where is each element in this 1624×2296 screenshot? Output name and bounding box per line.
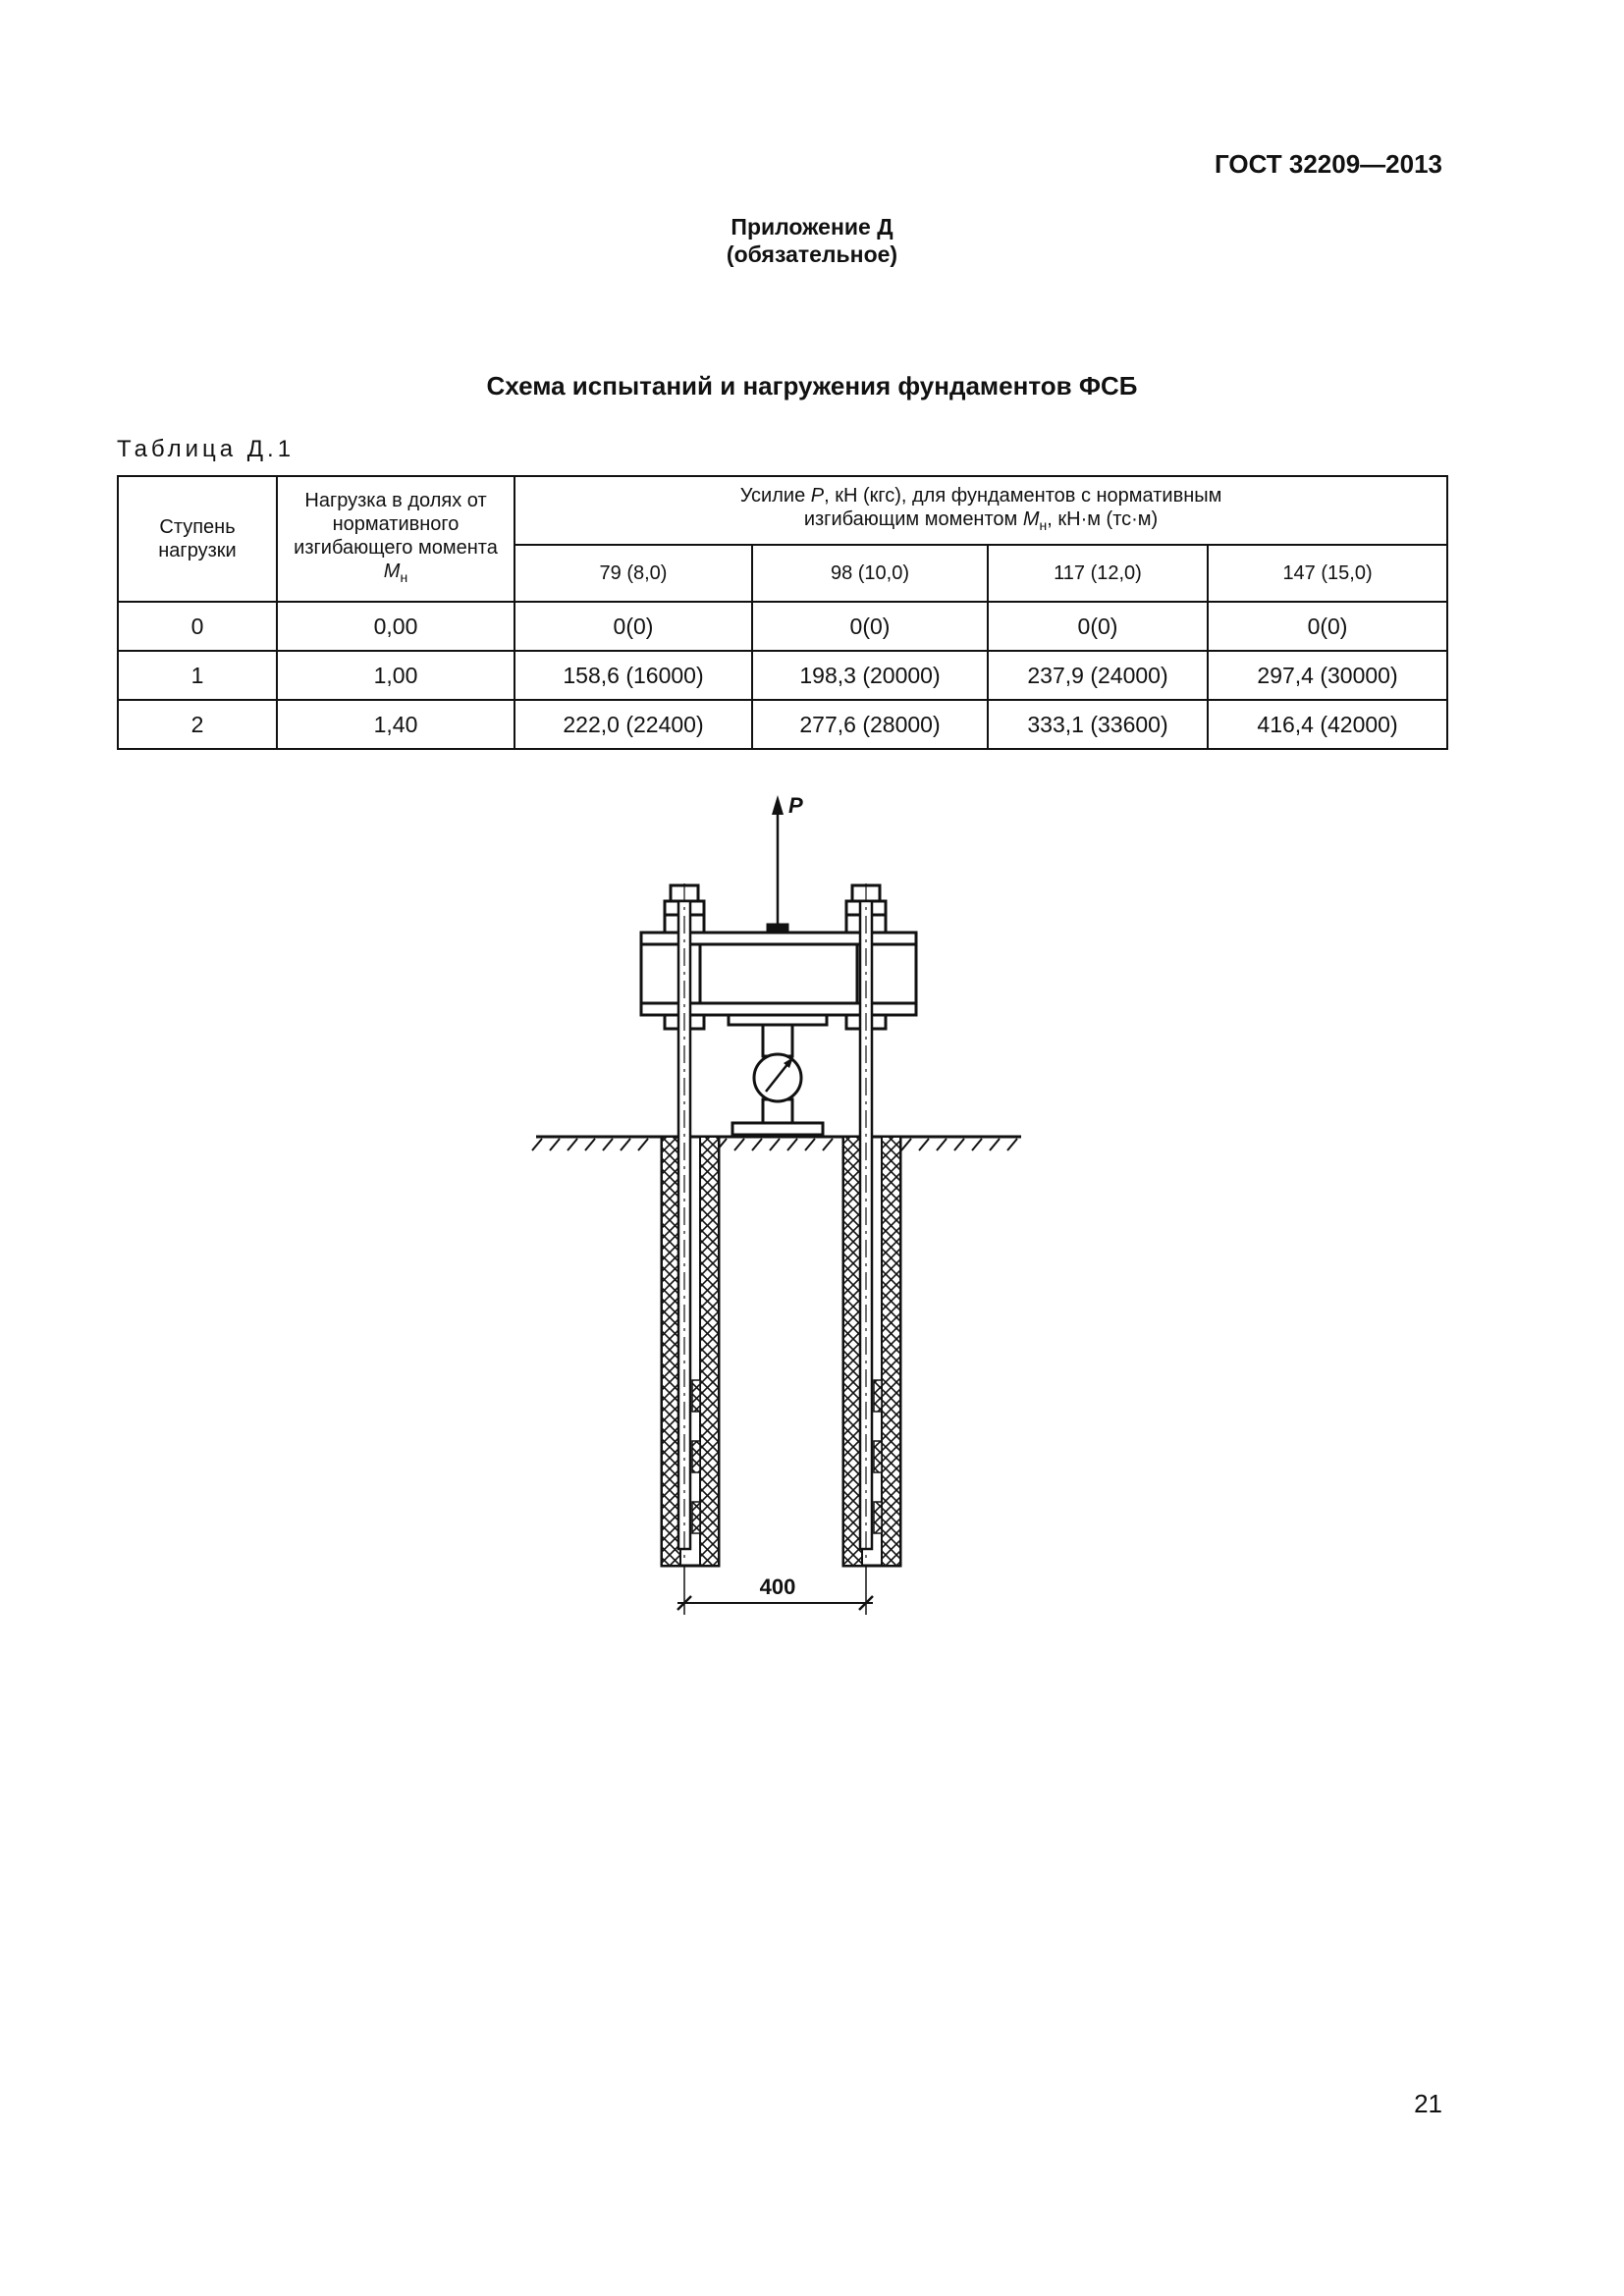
header-stage: Ступень нагрузки bbox=[118, 476, 277, 602]
force-label: P bbox=[788, 793, 803, 818]
header-moment: 117 (12,0) bbox=[988, 545, 1208, 602]
table-label: Таблица Д.1 bbox=[117, 436, 296, 462]
dimension-label: 400 bbox=[759, 1575, 796, 1599]
header-moment: 98 (10,0) bbox=[752, 545, 988, 602]
cell-force: 237,9 (24000) bbox=[988, 651, 1208, 700]
cell-force: 333,1 (33600) bbox=[988, 700, 1208, 749]
cell-force: 416,4 (42000) bbox=[1208, 700, 1447, 749]
header-share: Нагрузка в долях от нормативного изгибающего момента $M_н$ bbox=[277, 476, 514, 602]
cell-force: 0(0) bbox=[1208, 602, 1447, 651]
cell-stage: 0 bbox=[118, 602, 277, 651]
appendix-status: (обязательное) bbox=[726, 241, 898, 267]
gauge-icon bbox=[754, 1054, 801, 1101]
cell-force: 0(0) bbox=[514, 602, 752, 651]
section-title: Схема испытаний и нагружения фундаментов ФСБ bbox=[486, 371, 1138, 400]
cell-force: 0(0) bbox=[752, 602, 988, 651]
header-moment: 79 (8,0) bbox=[514, 545, 752, 602]
standard-number: ГОСТ 32209—2013 bbox=[1215, 149, 1442, 179]
rod-right bbox=[860, 883, 872, 1561]
force-arrow bbox=[772, 795, 784, 933]
cell-share: 0,00 bbox=[277, 602, 514, 651]
header-force: Усилие P, кН (кгс), для фундаментов с нормативным изгибающим моментом $M_н$, кН·м (тс·м) bbox=[514, 476, 1447, 545]
cell-force: 198,3 (20000) bbox=[752, 651, 988, 700]
cell-force: 297,4 (30000) bbox=[1208, 651, 1447, 700]
appendix-title: Приложение Д bbox=[731, 214, 893, 240]
cell-force: 158,6 (16000) bbox=[514, 651, 752, 700]
cell-stage: 1 bbox=[118, 651, 277, 700]
cell-force: 277,6 (28000) bbox=[752, 700, 988, 749]
header-moment: 147 (15,0) bbox=[1208, 545, 1447, 602]
page-number: 21 bbox=[1414, 2089, 1442, 2118]
cell-force: 0(0) bbox=[988, 602, 1208, 651]
cell-share: 1,00 bbox=[277, 651, 514, 700]
rod-left bbox=[678, 883, 690, 1561]
cell-stage: 2 bbox=[118, 700, 277, 749]
cell-force: 222,0 (22400) bbox=[514, 700, 752, 749]
cell-share: 1,40 bbox=[277, 700, 514, 749]
ground-line bbox=[532, 1137, 1021, 1150]
